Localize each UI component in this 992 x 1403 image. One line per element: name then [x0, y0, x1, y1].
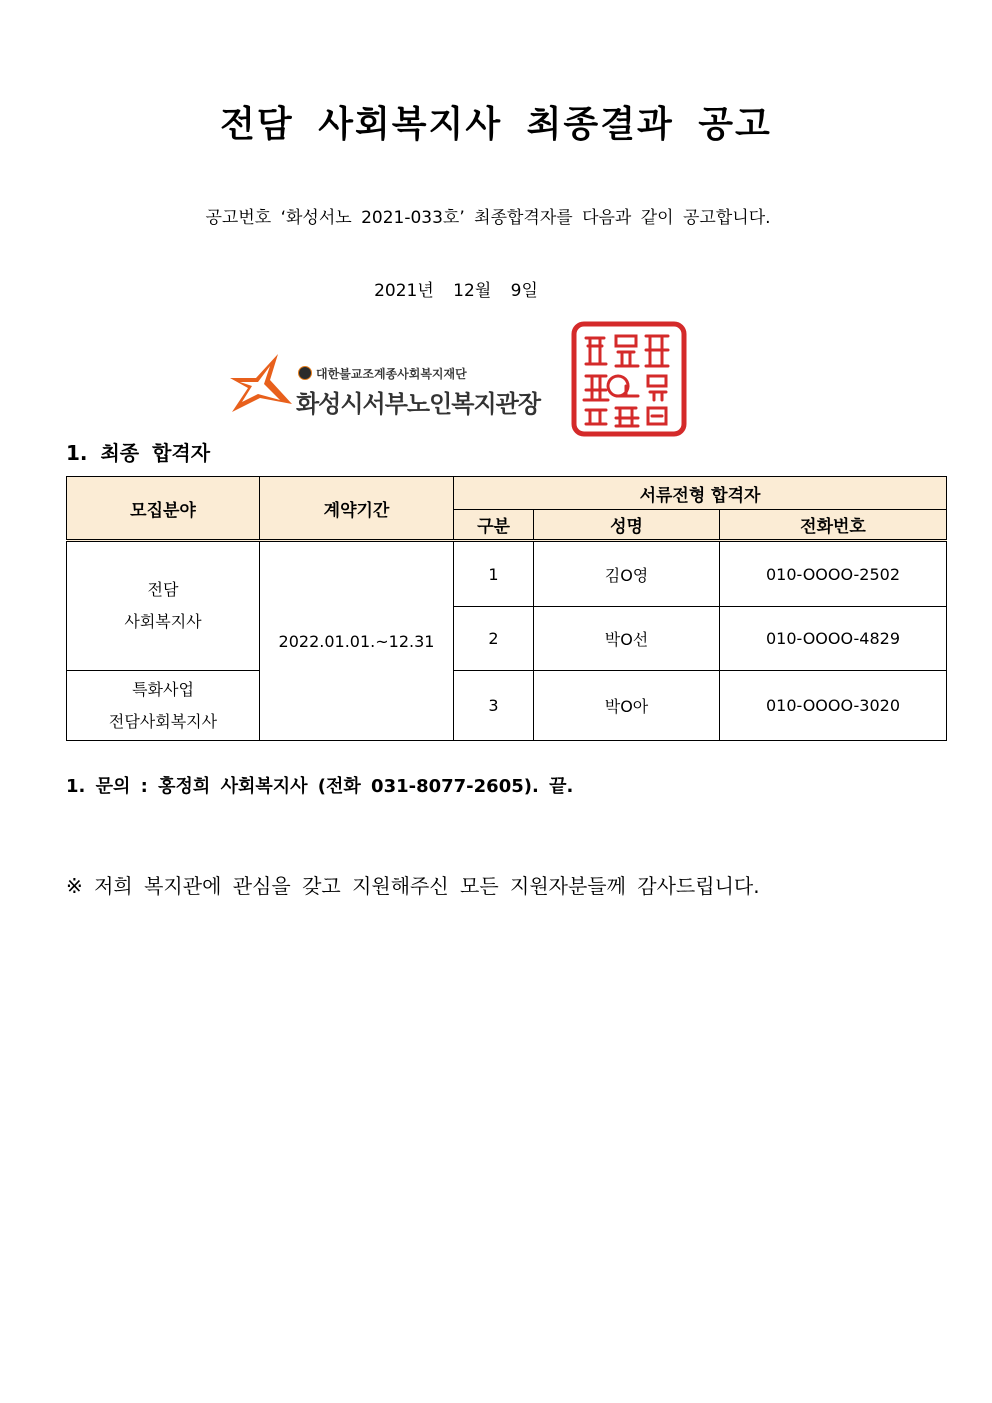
field-cell [67, 541, 260, 671]
official-seal [570, 320, 688, 438]
field-line: 사회복지사 [124, 612, 202, 631]
no-cell: 1 [454, 541, 534, 607]
header-phone: 전화번호 [720, 510, 947, 541]
field-line: 전담사회복지사 [108, 711, 218, 731]
foundation-emblem-icon [298, 366, 312, 380]
announcement-date: 2021년 12월 9일 [374, 281, 538, 301]
organization-logo [226, 352, 556, 424]
field-line: 전담 [147, 580, 179, 599]
header-name: 성명 [534, 510, 720, 541]
announcement-intro: 공고번호 ‘화성서노 2021-033호’ 최종합격자를 다음과 같이 공고합니다. [205, 208, 771, 228]
table-row [67, 541, 947, 607]
foundation-name-text: 대한불교조계종사회복지재단 [316, 367, 467, 381]
no-cell: 3 [454, 671, 534, 741]
header-period: 계약기간 [260, 477, 454, 541]
page-title: 전담 사회복지사 최종결과 공고 [220, 104, 772, 145]
section-title: 1. 최종 합격자 [66, 441, 211, 465]
phone-cell: 010-OOOO-4829 [720, 607, 947, 671]
inquiry-note: 1. 문의 : 홍정희 사회복지사 (전화 031-8077-2605). 끝. [66, 776, 574, 797]
period-cell: 2022.01.01.~12.31 [260, 541, 454, 741]
header-field: 모집분야 [67, 477, 260, 541]
orange-star-logo-icon [226, 352, 296, 424]
name-cell: 김O영 [534, 541, 720, 607]
header-no: 구분 [454, 510, 534, 541]
field-line: 특화사업 [132, 679, 194, 699]
name-cell: 박O아 [534, 671, 720, 741]
results-table [66, 476, 947, 741]
header-group: 서류전형 합격자 [454, 477, 947, 510]
table-row [67, 671, 947, 741]
foundation-name [298, 365, 467, 382]
thanks-note: ※ 저희 복지관에 관심을 갖고 지원해주신 모든 지원자분들께 감사드립니다. [66, 874, 760, 898]
phone-cell: 010-OOOO-2502 [720, 541, 947, 607]
welfare-center-name: 화성시서부노인복지관장 [296, 390, 541, 418]
phone-cell: 010-OOOO-3020 [720, 671, 947, 741]
name-cell: 박O선 [534, 607, 720, 671]
table-header-row [67, 477, 947, 510]
no-cell: 2 [454, 607, 534, 671]
field-cell [67, 671, 260, 741]
red-seal-icon [570, 320, 688, 438]
